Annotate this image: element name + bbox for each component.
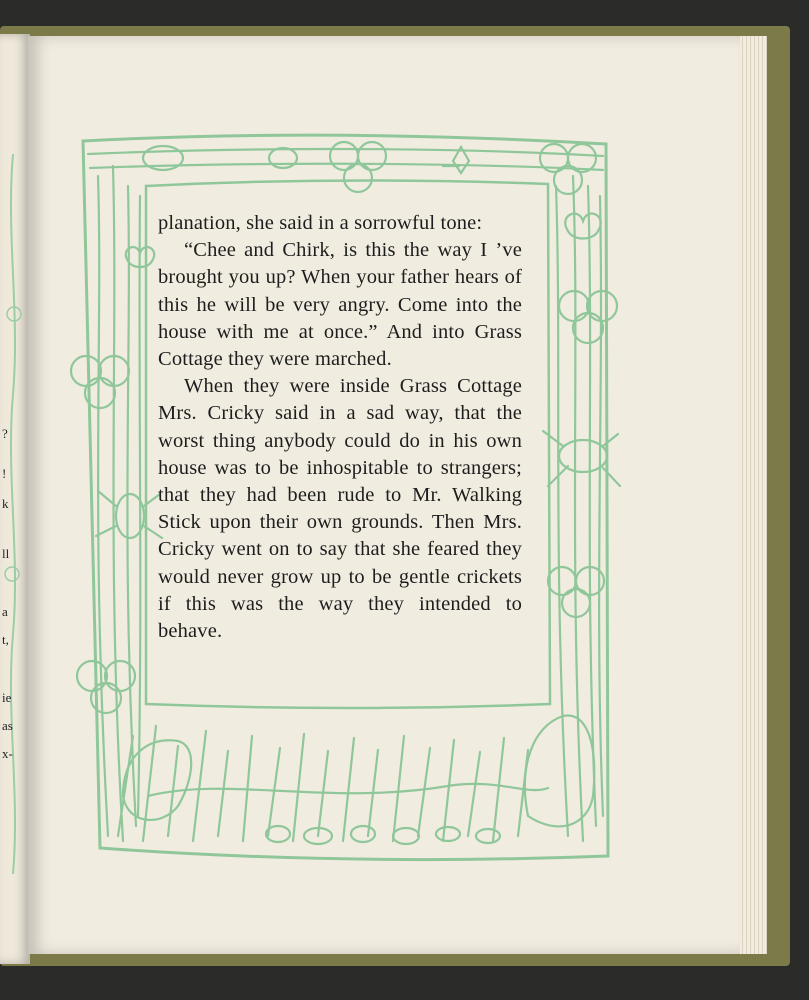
- facing-page-fragment: !: [2, 466, 7, 481]
- story-text: [158, 210, 522, 645]
- facing-page-fragment: as: [2, 718, 13, 733]
- facing-page-vine-decoration: [4, 154, 22, 874]
- facing-page-fragment: ll: [2, 546, 10, 561]
- paragraph: planation, she said in a sorrowful tone:: [158, 212, 483, 234]
- paragraph: “Chee and Chirk, is this the way I ’ve brought you up? When your father hears of this he will be very angry. Come into the house with me at once.” And into Grass Cottage they were marched.: [158, 239, 522, 371]
- facing-page-fragment: a: [2, 604, 8, 619]
- facing-page-fragment: t,: [2, 632, 9, 647]
- facing-page-fragment: ie: [2, 690, 12, 705]
- facing-page-fragment: x-: [2, 746, 13, 761]
- facing-page-fragment: ?: [2, 426, 8, 441]
- facing-page-edge: [0, 34, 30, 964]
- paragraph: When they were inside Grass Cottage Mrs. Cricky said in a sad way, that the worst thing anybody could do in his own house was to be inhospitable to strangers; that they had been rude to Mr. Walking Stick upon their own grounds. Then Mrs. Cricky went on to say that she feared they would never grow up to be gentle crickets if this was the way they intended to behave.: [158, 375, 522, 643]
- facing-page-fragment: k: [2, 496, 9, 511]
- book-page: [28, 36, 740, 954]
